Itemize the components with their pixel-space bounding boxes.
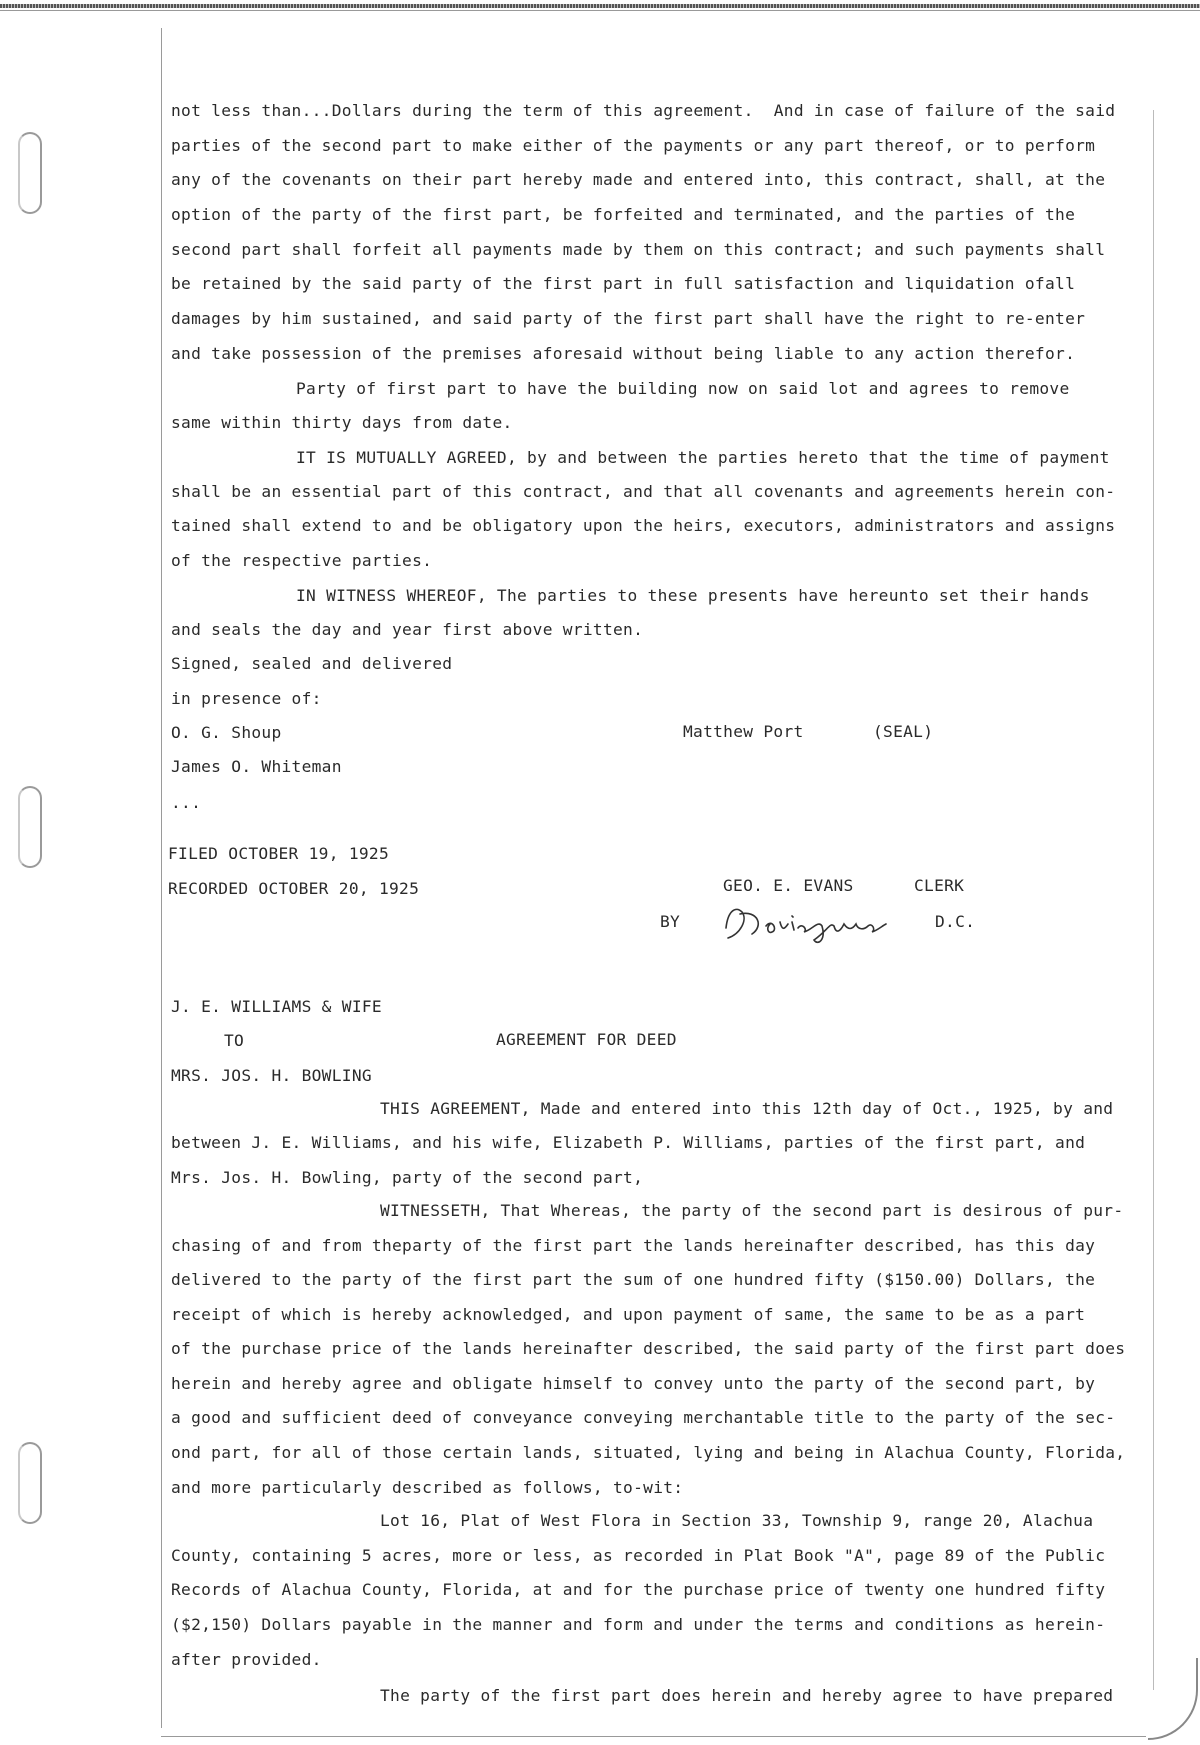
text-line: IN WITNESS WHEREOF, The parties to these presents have hereunto set their hands	[296, 586, 1090, 605]
right-margin-line	[1153, 110, 1154, 1690]
text-line: Mrs. Jos. H. Bowling, party of the second part,	[171, 1168, 644, 1187]
witness-name: James O. Whiteman	[171, 757, 342, 776]
recorded-date: RECORDED OCTOBER 20, 1925	[168, 879, 420, 898]
text-line: second part shall forfeit all payments made by them on this contract; and such payments shall	[171, 240, 1106, 259]
text-line: herein and hereby agree and obligate himself to convey unto the party of the second part, by	[171, 1374, 1096, 1393]
text-line: damages by him sustained, and said party of the first part shall have the right to re-enter	[171, 309, 1086, 328]
text-line: same within thirty days from date.	[171, 413, 513, 432]
text-line: County, containing 5 acres, more or less, as recorded in Plat Book "A", page 89 of the Public	[171, 1546, 1106, 1565]
ellipsis: ...	[171, 793, 202, 812]
text-line: tained shall extend to and be obligatory upon the heirs, executors, administrators and assigns	[171, 516, 1116, 535]
text-line: any of the covenants on their part hereby made and entered into, this contract, shall, at the	[171, 170, 1106, 189]
text-line: chasing of and from theparty of the first part the lands hereinafter described, has this day	[171, 1236, 1096, 1255]
punch-hole-middle	[18, 786, 42, 868]
grantor-name: J. E. WILLIAMS & WIFE	[171, 997, 382, 1016]
text-line: delivered to the party of the first part the sum of one hundred fifty ($150.00) Dollars, the	[171, 1270, 1096, 1289]
punch-hole-top	[18, 132, 42, 214]
bottom-border	[161, 1736, 1146, 1737]
text-line: of the purchase price of the lands hereinafter described, the said party of the first part does	[171, 1339, 1126, 1358]
top-border-line	[0, 10, 1200, 11]
text-line: a good and sufficient deed of conveyance conveying merchantable title to the party of the sec-	[171, 1408, 1116, 1427]
grantee-name: MRS. JOS. H. BOWLING	[171, 1066, 372, 1085]
page-corner-curl	[1148, 1658, 1198, 1740]
punch-hole-bottom	[18, 1442, 42, 1524]
by-label: BY	[660, 912, 681, 931]
party-name: Matthew Port	[683, 722, 804, 741]
to-label: TO	[224, 1031, 245, 1050]
text-line: and take possession of the premises aforesaid without being liable to any action therefor.	[171, 344, 1076, 363]
presence-line: in presence of:	[171, 689, 322, 708]
text-line: shall be an essential part of this contract, and that all covenants and agreements herein con-	[171, 482, 1116, 501]
text-line: Records of Alachua County, Florida, at and for the purchase price of twenty one hundred fifty	[171, 1580, 1106, 1599]
text-line: between J. E. Williams, and his wife, Elizabeth P. Williams, parties of the first part, and	[171, 1133, 1086, 1152]
filed-date: FILED OCTOBER 19, 1925	[168, 844, 390, 863]
text-line: not less than...Dollars during the term of this agreement. And in case of failure of the said	[171, 101, 1116, 120]
text-line: Party of first part to have the building now on said lot and agrees to remove	[296, 379, 1070, 398]
text-line: WITNESSETH, That Whereas, the party of the second part is desirous of pur-	[380, 1201, 1124, 1220]
text-line: The party of the first part does herein and hereby agree to have prepared	[380, 1686, 1114, 1705]
text-line: THIS AGREEMENT, Made and entered into this 12th day of Oct., 1925, by and	[380, 1099, 1114, 1118]
text-line: and seals the day and year first above written.	[171, 620, 644, 639]
text-line: receipt of which is hereby acknowledged, and upon payment of same, the same to be as a part	[171, 1305, 1086, 1324]
text-line: of the respective parties.	[171, 551, 433, 570]
text-line: ond part, for all of those certain lands, situated, lying and being in Alachua County, Florida,	[171, 1443, 1126, 1462]
top-border	[0, 4, 1200, 8]
document-title: AGREEMENT FOR DEED	[496, 1030, 677, 1049]
text-line: ($2,150) Dollars payable in the manner and form and under the terms and conditions as herein-	[171, 1615, 1106, 1634]
text-line: be retained by the said party of the first part in full satisfaction and liquidation ofall	[171, 274, 1076, 293]
text-line: and more particularly described as follows, to-wit:	[171, 1478, 684, 1497]
deputy-clerk-title: D.C.	[935, 912, 976, 931]
clerk-title: CLERK	[914, 876, 965, 895]
text-line: Lot 16, Plat of West Flora in Section 33, Township 9, range 20, Alachua	[380, 1511, 1094, 1530]
signed-line: Signed, sealed and delivered	[171, 654, 453, 673]
handwritten-signature	[718, 900, 928, 946]
text-line: parties of the second part to make either of the payments or any part thereof, or to perform	[171, 136, 1096, 155]
text-line: after provided.	[171, 1650, 322, 1669]
clerk-name: GEO. E. EVANS	[723, 876, 854, 895]
text-line: IT IS MUTUALLY AGREED, by and between the parties hereto that the time of payment	[296, 448, 1110, 467]
seal-mark: (SEAL)	[873, 722, 934, 741]
left-margin-line	[161, 28, 162, 1728]
witness-name: O. G. Shoup	[171, 723, 282, 742]
text-line: option of the party of the first part, be forfeited and terminated, and the parties of the	[171, 205, 1076, 224]
